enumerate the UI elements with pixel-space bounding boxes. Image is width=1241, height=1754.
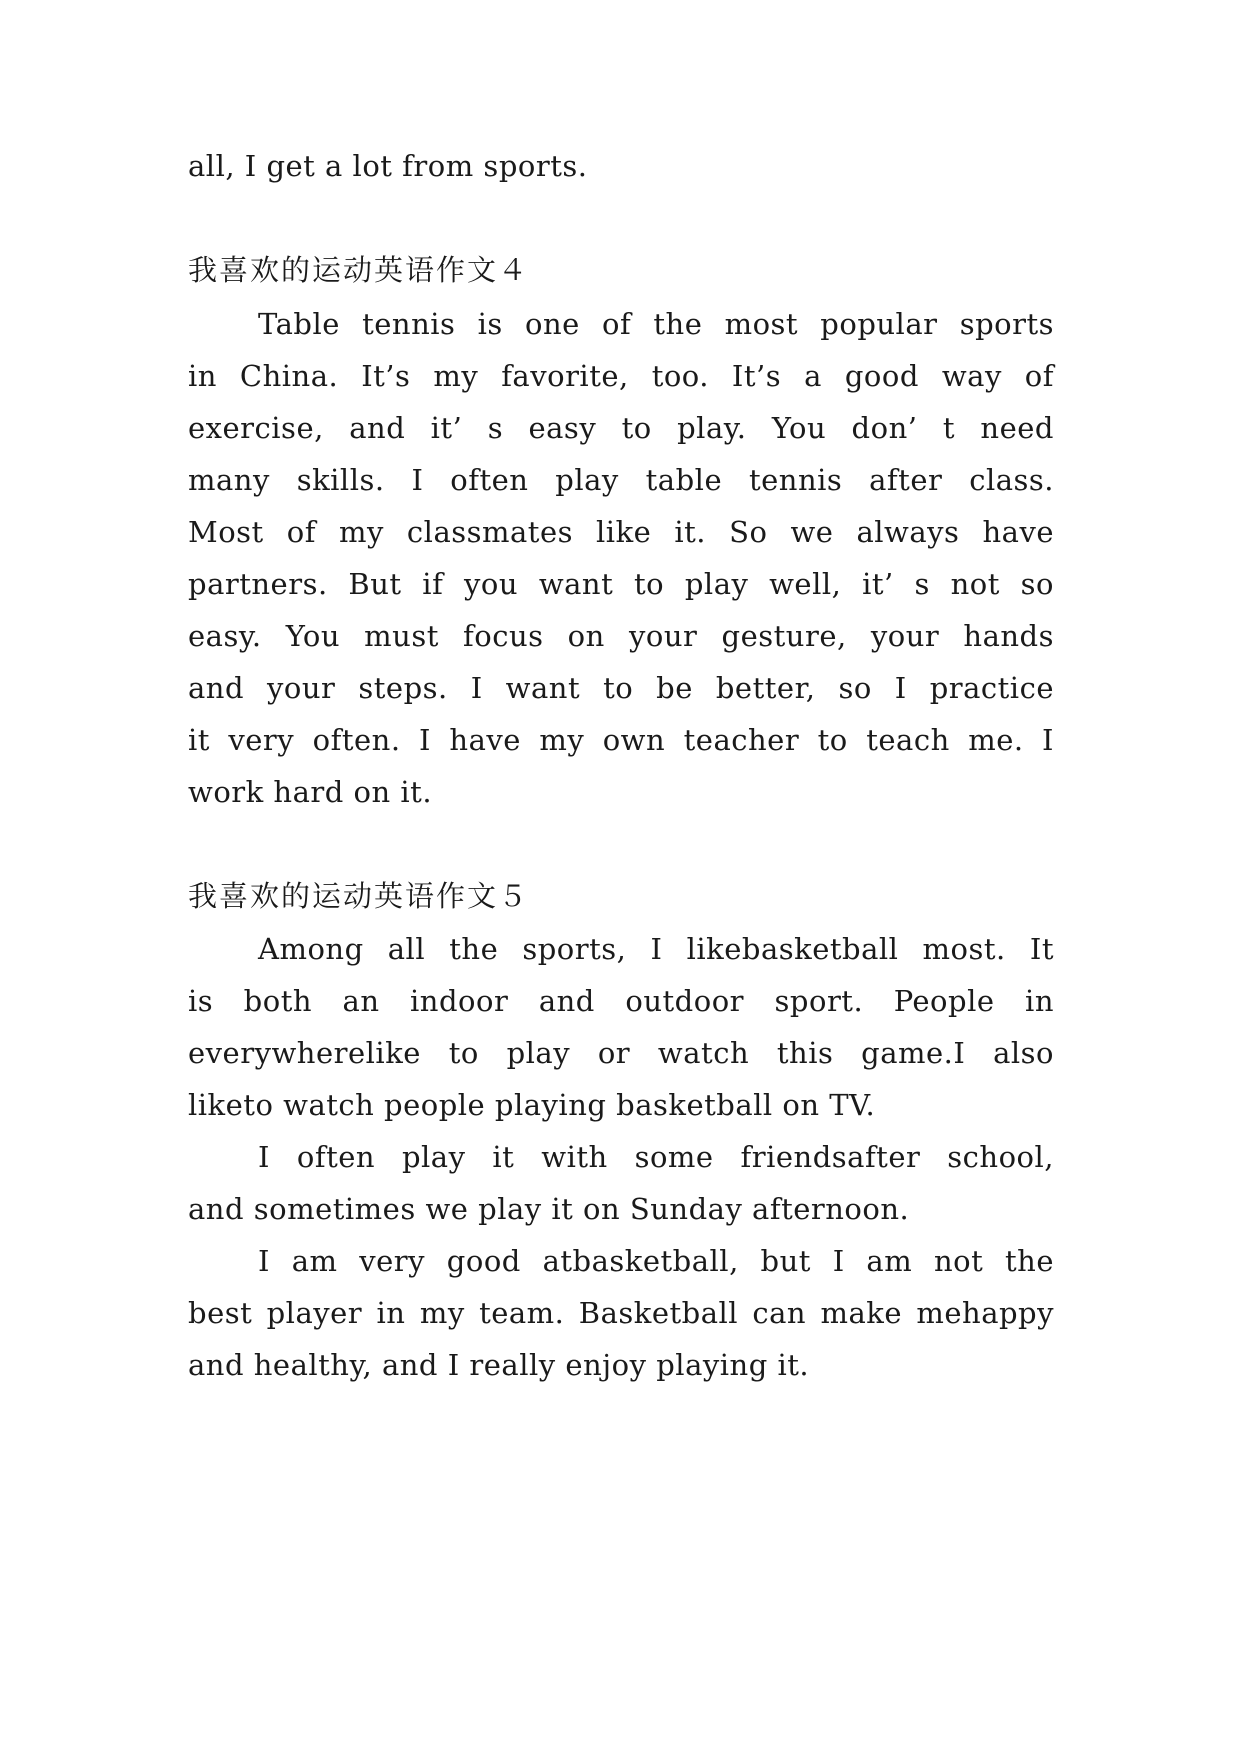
section-4-heading: 我喜欢的运动英语作文４: [188, 253, 530, 287]
paragraph-line: many skills. I often play table tennis after class.: [188, 463, 1054, 497]
paragraph-line: everywherelike to play or watch this game.I also: [188, 1036, 1054, 1070]
paragraph-line: easy. You must focus on your gesture, your hands: [188, 619, 1054, 653]
paragraph-line: in China. It’s my favorite, too. It’s a good way of: [188, 359, 1054, 393]
paragraph-line: is both an indoor and outdoor sport. People in: [188, 984, 1054, 1018]
paragraph-line: Among all the sports, I likebasketball most. It: [258, 932, 1054, 966]
paragraph-line: and sometimes we play it on Sunday afternoon.: [188, 1192, 910, 1226]
paragraph-line: I often play it with some friendsafter school,: [258, 1140, 1054, 1174]
paragraph-line: exercise, and it’ s easy to play. You don’ t need: [188, 411, 1054, 445]
paragraph-line: Most of my classmates like it. So we always have: [188, 515, 1054, 549]
paragraph-line: liketo watch people playing basketball on TV.: [188, 1088, 876, 1122]
paragraph-line: and your steps. I want to be better, so I practice: [188, 671, 1054, 705]
paragraph-line: best player in my team. Basketball can make mehappy: [188, 1296, 1054, 1330]
carryover-line: all, I get a lot from sports.: [188, 149, 588, 183]
document-page: [188, 0, 1054, 1754]
paragraph-line: work hard on it.: [188, 775, 433, 809]
paragraph-line: Table tennis is one of the most popular sports: [258, 307, 1054, 341]
paragraph-line: it very often. I have my own teacher to teach me. I: [188, 723, 1054, 757]
paragraph-line: partners. But if you want to play well, it’ s not so: [188, 567, 1054, 601]
paragraph-line: I am very good atbasketball, but I am not the: [258, 1244, 1054, 1278]
paragraph-line: and healthy, and I really enjoy playing it.: [188, 1348, 810, 1382]
section-5-heading: 我喜欢的运动英语作文５: [188, 879, 530, 913]
